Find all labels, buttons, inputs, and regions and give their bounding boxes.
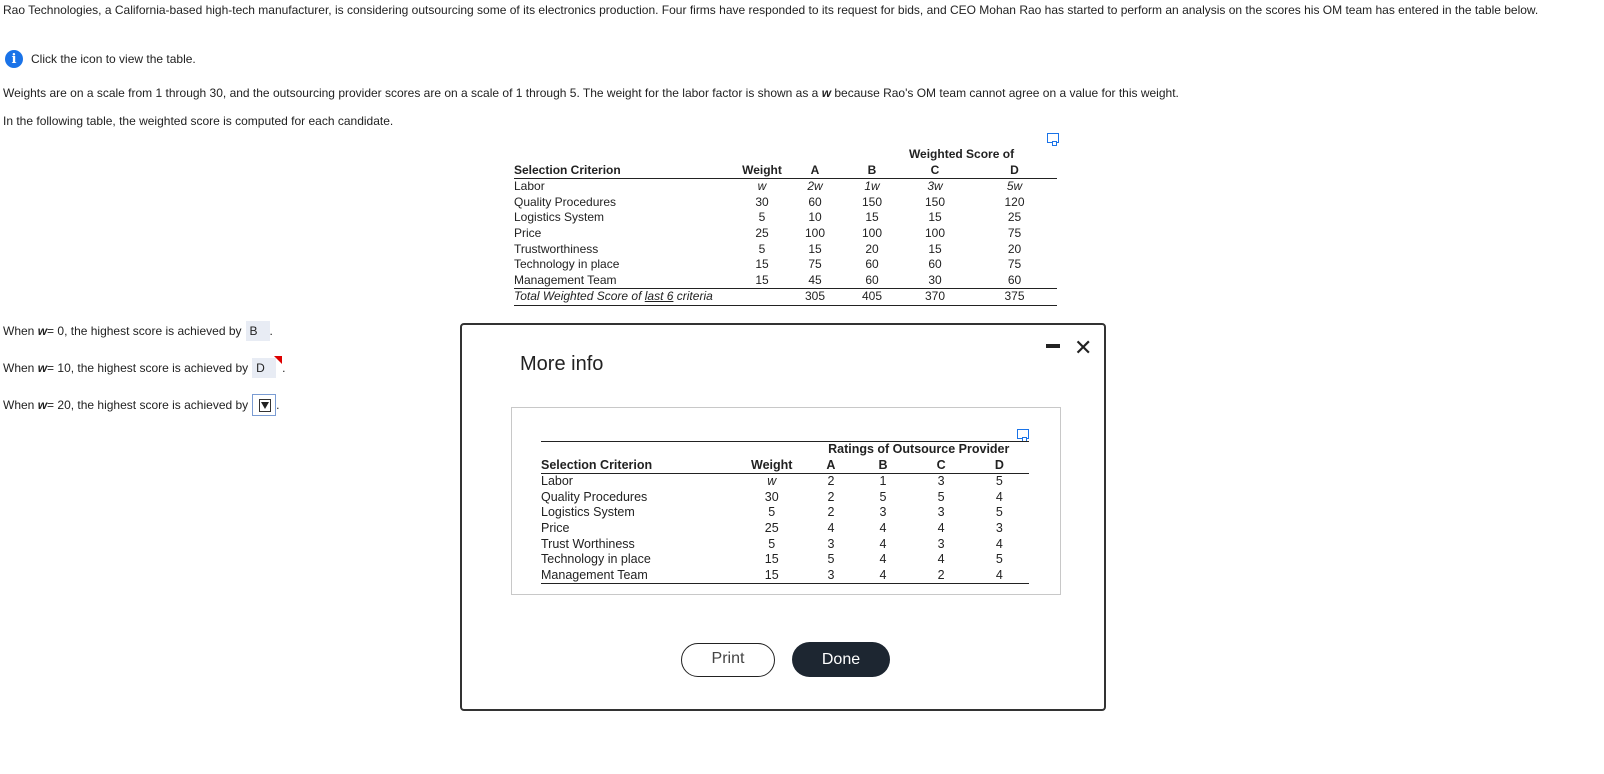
header-b: B: [867, 162, 877, 177]
value-cell: 5: [758, 210, 766, 225]
table-row: [514, 273, 1057, 289]
table-row: [541, 552, 1029, 568]
table-row: [541, 490, 1029, 506]
value-cell: 10: [808, 210, 822, 225]
value-cell: 100: [924, 225, 946, 240]
answer-w10-value: D: [256, 361, 265, 375]
value-cell: 75: [808, 257, 822, 272]
info-link-text: Click the icon to view the table.: [31, 52, 196, 66]
value-cell: 100: [861, 225, 883, 240]
value-cell: 45: [808, 272, 822, 287]
q0-var: w: [37, 324, 48, 338]
weights-text-b: because Rao's OM team cannot agree on a value for this weight.: [831, 86, 1179, 100]
table-row: [514, 195, 1057, 211]
value-cell: 30: [764, 489, 779, 504]
weighted-score-group-header: Weighted Score of: [908, 147, 1015, 161]
header-weight: Weight: [742, 162, 782, 177]
value-cell: 5: [827, 552, 835, 567]
weights-text-a: Weights are on a scale from 1 through 30, and the outsourcing provider scores are on a scale of 1 through 5. The weight for the labor factor is shown as a: [3, 86, 822, 100]
problem-intro: Rao Technologies, a California-based high-tech manufacturer, is considering outsourcing some of its electronics production. Four firms have responded to its request for bids, and CEO Mohan Rao has started to perform an analysis on the scores his OM team has entered in the table below.: [3, 3, 1539, 17]
value-cell: 25: [1007, 210, 1022, 225]
value-cell: 4: [879, 567, 887, 582]
done-button[interactable]: Done: [792, 642, 890, 677]
criterion-cell: Price: [541, 520, 570, 535]
value-cell: 3: [995, 520, 1003, 535]
r-header-b: B: [878, 457, 888, 472]
answer-w10[interactable]: [252, 358, 276, 378]
q0-pre: When: [3, 324, 35, 338]
value-cell: 15: [928, 210, 942, 225]
ratings-table-container: [511, 407, 1061, 595]
copy-ratings-icon[interactable]: [1017, 429, 1029, 439]
ratings-group-header: Ratings of Outsource Provider: [828, 442, 1010, 456]
value-cell: 3w: [927, 179, 943, 194]
value-cell: 4: [995, 567, 1003, 582]
value-cell: 15: [764, 567, 779, 582]
value-cell: 60: [865, 272, 879, 287]
table-row: [541, 521, 1029, 537]
q2-mid: = 20, the highest score is achieved by: [47, 398, 249, 412]
header-row: [514, 163, 1057, 179]
value-cell: 5: [995, 474, 1003, 489]
q1-mid: = 10, the highest score is achieved by: [47, 361, 249, 375]
table-row: [541, 505, 1029, 521]
q0-mid: = 0, the highest score is achieved by: [47, 324, 242, 338]
table-intro: In the following table, the weighted score is computed for each candidate.: [3, 114, 394, 128]
value-cell: 4: [879, 520, 887, 535]
table-row: [541, 474, 1029, 490]
value-cell: 25: [764, 520, 779, 535]
header-c: C: [930, 162, 940, 177]
more-info-modal: [460, 323, 1106, 711]
header-d: D: [1010, 162, 1019, 177]
close-icon[interactable]: ✕: [1074, 335, 1093, 360]
value-cell: 5: [768, 536, 776, 551]
criterion-cell: Labor: [514, 179, 545, 194]
answer-w20-dropdown[interactable]: [252, 394, 276, 416]
q1-var: w: [37, 361, 48, 375]
value-cell: 30: [755, 194, 769, 209]
q2-post: .: [276, 398, 280, 412]
weights-paragraph: [3, 86, 1179, 100]
value-cell: 5: [995, 552, 1003, 567]
criterion-cell: Quality Procedures: [514, 194, 617, 209]
total-label-u: last 6: [644, 289, 674, 304]
table-row: [541, 568, 1029, 584]
value-cell: 15: [865, 210, 879, 225]
value-cell: 120: [1004, 194, 1025, 209]
q1-pre: When: [3, 361, 35, 375]
question-w20: [3, 394, 280, 416]
value-cell: 60: [1007, 272, 1022, 287]
value-cell: 60: [808, 194, 822, 209]
value-cell: 5: [879, 489, 887, 504]
criterion-cell: Trustworthiness: [514, 241, 599, 256]
value-cell: 15: [928, 241, 942, 256]
total-c: 370: [924, 289, 946, 304]
question-w0: [3, 321, 273, 341]
value-cell: 60: [928, 257, 942, 272]
total-label-a: Total Weighted Score of: [514, 289, 645, 304]
value-cell: 20: [865, 241, 879, 256]
value-cell: 1: [879, 474, 887, 489]
value-cell: 2: [827, 489, 835, 504]
criterion-cell: Trust Worthiness: [541, 536, 635, 551]
total-a: 305: [804, 289, 826, 304]
criterion-cell: Management Team: [541, 567, 648, 582]
modal-title: More info: [520, 353, 604, 375]
r-header-c: C: [936, 457, 946, 472]
criterion-cell: Logistics System: [541, 505, 635, 520]
table-row: [541, 537, 1029, 553]
value-cell: 4: [937, 520, 945, 535]
q1-post: .: [282, 361, 286, 375]
value-cell: 2: [827, 505, 835, 520]
value-cell: 4: [995, 536, 1003, 551]
value-cell: 75: [1007, 225, 1022, 240]
ratings-header-row: [541, 458, 1029, 474]
value-cell: 5: [768, 505, 776, 520]
total-label-b: criteria: [673, 289, 713, 304]
value-cell: w: [757, 179, 767, 194]
value-cell: 3: [827, 536, 835, 551]
value-cell: 5: [758, 241, 766, 256]
w-variable: w: [821, 86, 832, 100]
value-cell: 3: [937, 505, 945, 520]
value-cell: 15: [808, 241, 822, 256]
value-cell: 3: [937, 474, 945, 489]
value-cell: 150: [924, 194, 946, 209]
r-header-criterion: Selection Criterion: [541, 457, 653, 472]
value-cell: 2w: [807, 179, 823, 194]
info-icon[interactable]: i: [5, 50, 23, 68]
table-row: [514, 179, 1057, 195]
criterion-cell: Logistics System: [514, 210, 605, 225]
total-b: 405: [861, 289, 883, 304]
table-row: [514, 257, 1057, 273]
value-cell: 4: [879, 552, 887, 567]
total-d: 375: [1004, 289, 1025, 304]
q2-var: w: [37, 398, 48, 412]
value-cell: 5w: [1006, 179, 1023, 194]
dropdown-arrow-icon: [259, 399, 271, 412]
q0-post: .: [269, 324, 273, 338]
value-cell: 1w: [864, 179, 880, 194]
total-row: [514, 289, 1057, 306]
table-row: [514, 242, 1057, 258]
criterion-cell: Technology in place: [541, 552, 651, 567]
value-cell: 5: [937, 489, 945, 504]
r-header-a: A: [826, 457, 836, 472]
ratings-table: [541, 441, 1029, 584]
minimize-icon[interactable]: [1046, 344, 1060, 348]
r-header-d: D: [994, 457, 1004, 472]
info-row: [5, 50, 196, 68]
copy-table-icon[interactable]: [1047, 133, 1059, 143]
value-cell: 100: [804, 225, 826, 240]
criterion-cell: Quality Procedures: [541, 489, 648, 504]
question-w10: [3, 358, 286, 378]
total-label: [514, 289, 740, 306]
value-cell: 5: [995, 505, 1003, 520]
value-cell: 15: [764, 552, 779, 567]
value-cell: 30: [928, 272, 942, 287]
print-button[interactable]: Print: [681, 643, 775, 677]
value-cell: 3: [827, 567, 835, 582]
value-cell: 4: [879, 536, 887, 551]
r-header-weight: Weight: [751, 457, 793, 472]
q2-pre: When: [3, 398, 35, 412]
criterion-cell: Price: [514, 225, 542, 240]
value-cell: 15: [755, 272, 769, 287]
table-row: [514, 226, 1057, 242]
value-cell: 2: [827, 474, 835, 489]
value-cell: 3: [879, 505, 887, 520]
table-row: [514, 210, 1057, 226]
incorrect-flag-icon: [274, 356, 282, 364]
group-header-row: [514, 147, 1057, 163]
value-cell: w: [767, 474, 777, 489]
value-cell: 25: [755, 225, 769, 240]
value-cell: 3: [937, 536, 945, 551]
value-cell: 60: [865, 257, 879, 272]
value-cell: 75: [1007, 257, 1022, 272]
value-cell: 2: [937, 567, 945, 582]
ratings-group-row: [541, 442, 1029, 458]
header-criterion: Selection Criterion: [514, 162, 621, 177]
value-cell: 20: [1007, 241, 1022, 256]
value-cell: 150: [861, 194, 883, 209]
value-cell: 15: [755, 257, 769, 272]
weighted-score-table: [514, 147, 1057, 306]
value-cell: 4: [995, 489, 1003, 504]
header-a: A: [810, 162, 820, 177]
criterion-cell: Management Team: [514, 272, 617, 287]
criterion-cell: Labor: [541, 474, 573, 489]
value-cell: 4: [937, 552, 945, 567]
value-cell: 4: [827, 520, 835, 535]
answer-w0[interactable]: B: [246, 321, 270, 341]
criterion-cell: Technology in place: [514, 257, 620, 272]
